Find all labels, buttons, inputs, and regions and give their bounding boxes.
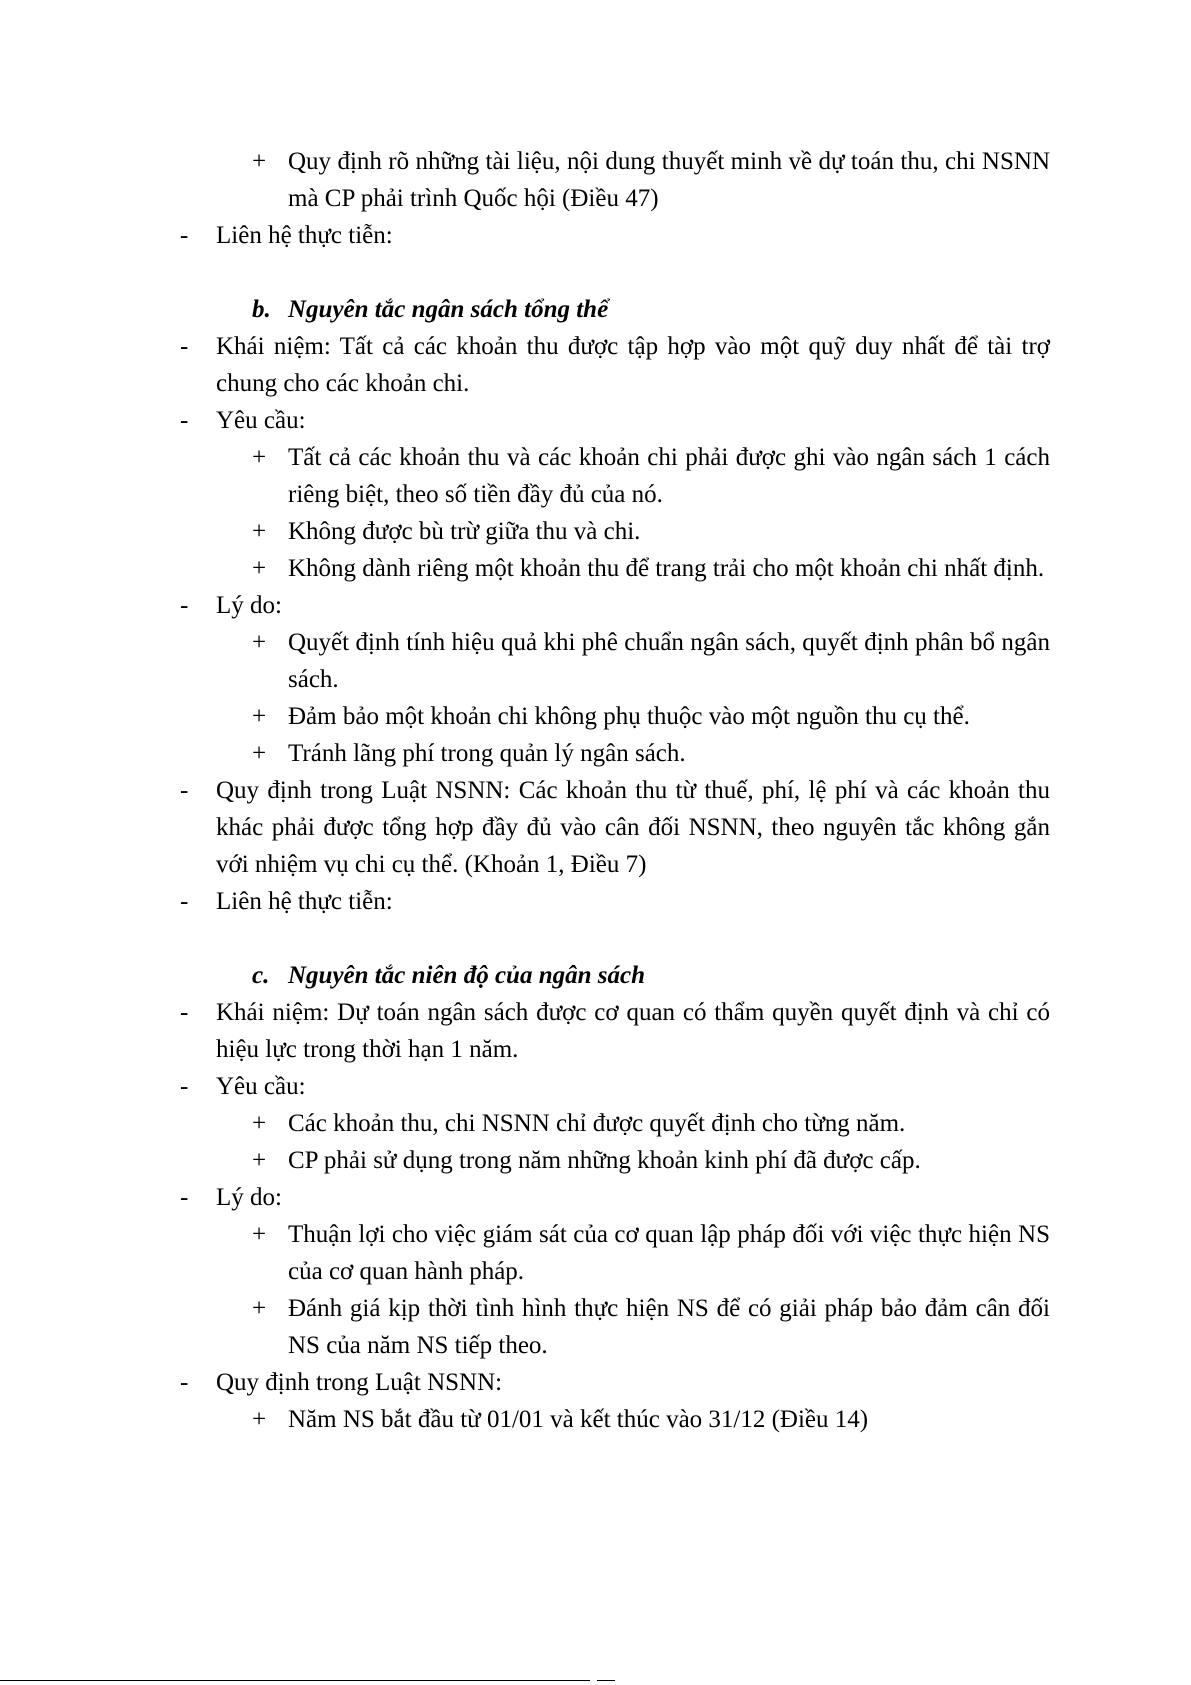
plus-bullet: + [252, 444, 267, 471]
plus-bullet: + [252, 148, 267, 175]
list-item [180, 1401, 1050, 1438]
item-text: Khái niệm: Tất cả các khoản thu được tập hợp vào một quỹ duy nhất để tài trợ chung cho các khoản chi. [216, 333, 1050, 397]
item-text: Tất cả các khoản thu và các khoản chi phải được ghi vào ngân sách 1 cách riêng biệt, theo số tiền đầy đủ của nó. [288, 444, 1050, 508]
plus-bullet: + [252, 1295, 267, 1322]
item-text: Quy định trong Luật NSNN: Các khoản thu từ thuế, phí, lệ phí và các khoản thu khác phải được tổng hợp đầy đủ vào cân đối NSNN, theo nguyên tắc không gắn với nhiệm vụ chi cụ thể. (Khoản 1, Điều 7) [216, 777, 1050, 878]
item-text: Quy định rõ những tài liệu, nội dung thuyết minh về dự toán thu, chi NSNN mà CP phải trình Quốc hội (Điều 47) [288, 148, 1050, 212]
item-text: Yêu cầu: [216, 407, 306, 434]
dash-bullet: - [180, 777, 189, 804]
list-item [180, 624, 1050, 698]
plus-bullet: + [252, 740, 267, 767]
list-item [180, 1105, 1050, 1142]
item-text: Không được bù trừ giữa thu và chi. [288, 518, 641, 545]
plus-bullet: + [252, 1147, 267, 1174]
plus-bullet: + [252, 1110, 267, 1137]
list-item [180, 735, 1050, 772]
item-text: CP phải sử dụng trong năm những khoản kinh phí đã được cấp. [288, 1147, 921, 1174]
item-text: Lý do: [216, 1184, 282, 1211]
list-item [180, 883, 1050, 920]
spacer [180, 254, 1050, 291]
item-text: Đảm bảo một khoản chi không phụ thuộc vào một nguồn thu cụ thể. [288, 703, 970, 730]
list-item [180, 550, 1050, 587]
item-text: Tránh lãng phí trong quản lý ngân sách. [288, 740, 686, 767]
list-item [180, 1290, 1050, 1364]
item-text: Thuận lợi cho việc giám sát của cơ quan lập pháp đối với việc thực hiện NS của cơ quan hành pháp. [288, 1221, 1050, 1285]
dash-bullet: - [180, 999, 189, 1026]
item-text: Khái niệm: Dự toán ngân sách được cơ quan có thẩm quyền quyết định và chỉ có hiệu lực trong thời hạn 1 năm. [216, 999, 1050, 1063]
dash-bullet: - [180, 888, 189, 915]
page-body [180, 143, 1050, 1438]
list-item [180, 994, 1050, 1068]
footnote-separator [0, 1680, 590, 1681]
dash-bullet: - [180, 1369, 189, 1396]
item-text: Đánh giá kịp thời tình hình thực hiện NS để có giải pháp bảo đảm cân đối NS của năm NS tiếp theo. [288, 1295, 1050, 1359]
heading-letter: c. [252, 962, 270, 989]
dash-bullet: - [180, 222, 189, 249]
plus-bullet: + [252, 629, 267, 656]
plus-bullet: + [252, 703, 267, 730]
list-item [180, 402, 1050, 439]
item-text: Yêu cầu: [216, 1073, 306, 1100]
item-text: Quyết định tính hiệu quả khi phê chuẩn ngân sách, quyết định phân bổ ngân sách. [288, 629, 1050, 693]
heading-letter: b. [252, 296, 271, 323]
dash-bullet: - [180, 407, 189, 434]
footnote-separator-short [597, 1680, 615, 1681]
list-item [180, 513, 1050, 550]
dash-bullet: - [180, 592, 189, 619]
item-text: Liên hệ thực tiễn: [216, 222, 393, 249]
heading-title: Nguyên tắc ngân sách tổng thể [288, 296, 609, 323]
list-item [180, 1179, 1050, 1216]
item-text: Không dành riêng một khoản thu để trang trải cho một khoản chi nhất định. [288, 555, 1045, 582]
plus-bullet: + [252, 518, 267, 545]
list-item [180, 1142, 1050, 1179]
list-item [180, 698, 1050, 735]
item-text: Liên hệ thực tiễn: [216, 888, 393, 915]
dash-bullet: - [180, 1184, 189, 1211]
list-item [180, 772, 1050, 883]
list-item [180, 439, 1050, 513]
heading-title: Nguyên tắc niên độ của ngân sách [288, 962, 645, 989]
section-heading-b [180, 291, 1050, 328]
list-item [180, 587, 1050, 624]
dash-bullet: - [180, 333, 189, 360]
list-item [180, 1068, 1050, 1105]
list-item [180, 143, 1050, 217]
dash-bullet: - [180, 1073, 189, 1100]
plus-bullet: + [252, 1221, 267, 1248]
list-item [180, 1216, 1050, 1290]
list-item [180, 328, 1050, 402]
item-text: Năm NS bắt đầu từ 01/01 và kết thúc vào 31/12 (Điều 14) [288, 1406, 869, 1433]
plus-bullet: + [252, 555, 267, 582]
item-text: Lý do: [216, 592, 282, 619]
list-item [180, 1364, 1050, 1401]
plus-bullet: + [252, 1406, 267, 1433]
item-text: Các khoản thu, chi NSNN chỉ được quyết định cho từng năm. [288, 1110, 906, 1137]
spacer [180, 920, 1050, 957]
list-item [180, 217, 1050, 254]
item-text: Quy định trong Luật NSNN: [216, 1369, 503, 1396]
section-heading-c [180, 957, 1050, 994]
